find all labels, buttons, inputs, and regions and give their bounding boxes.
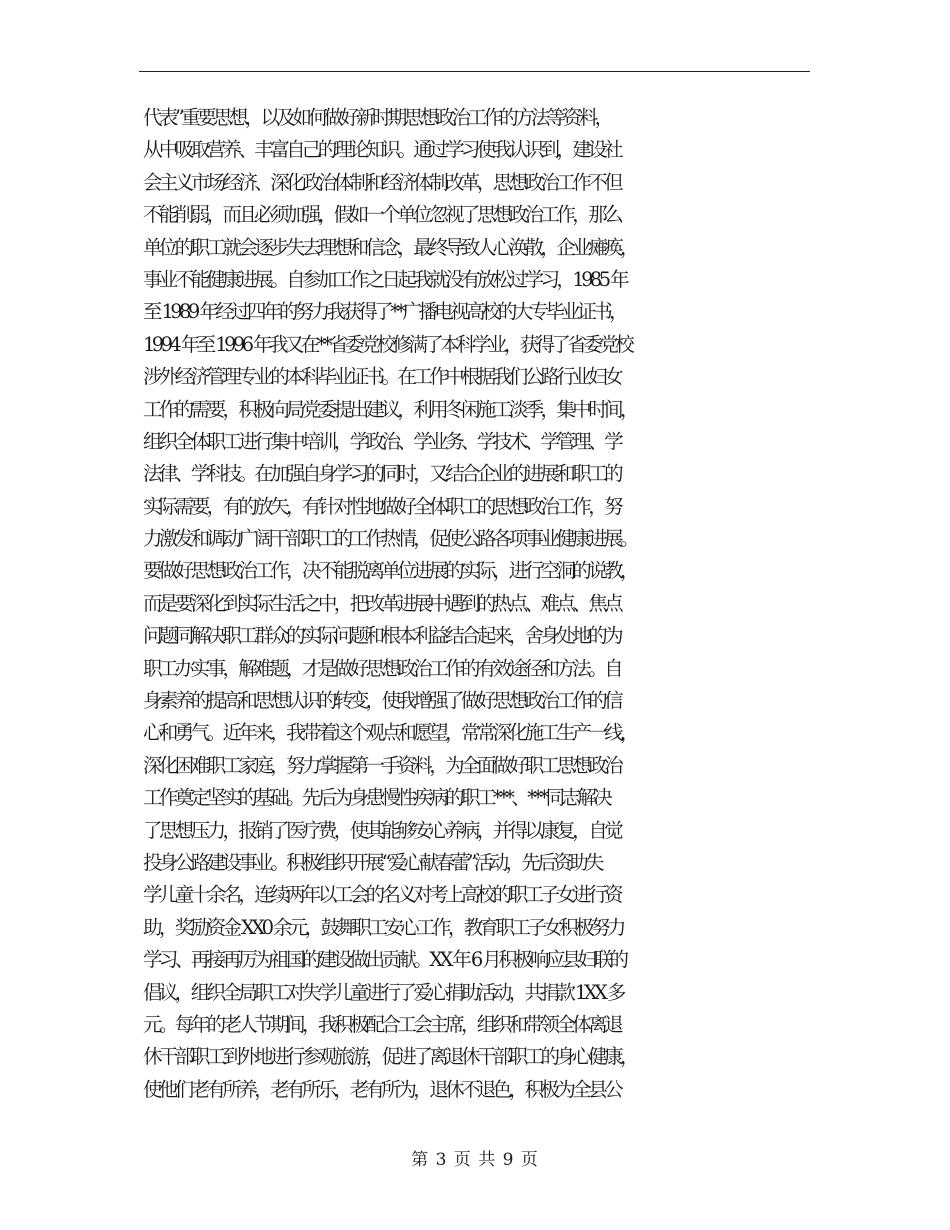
text-line: 深化困难职工家庭，努力掌握第一手资料，为全面做好职工思想政治: [143, 753, 621, 777]
text-line: 单位的职工就会逐步失去理想和信念，最终导致人心涣散，企业瘫痪，: [143, 235, 636, 259]
text-line: 至 1989 年经过四年的努力我获得了**广播电视高校的大专毕业证书，: [143, 300, 626, 324]
text-line: 而是要深化到实际生活之中，把改革进展中遇到的热点、难点、焦点: [143, 591, 621, 615]
text-line: 工作奠定坚实的基础。先后为身患慢性疾病的职工***、***同志解决: [143, 786, 610, 810]
page-number-footer: 第 3 页 共 9 页: [411, 1150, 539, 1170]
text-line: 从中吸取营养、丰富自己的理论知识。通过学习使我认识到，建设社: [143, 138, 621, 162]
text-line: 代表”重要思想，以及如何做好新时期思想政治工作的方法等资料，: [143, 106, 611, 129]
text-line: 力激发和调动广阔干部职工的工作热情，促使公路各项事业健康进展。: [143, 527, 636, 551]
text-line: 使他们老有所养，老有所乐，老有所为，退休不退色，积极为全县公: [143, 1077, 621, 1101]
text-line: 1994 年至 1996 年我又在**省委党校修满了本科学业，获得了省委党校: [143, 332, 632, 356]
body-paragraph: [143, 102, 815, 1106]
text-line: 涉外经济管理专业的本科毕业证书。在工作中根据我们公路行业妇女: [143, 365, 621, 389]
text-line: 实际需要，有的放矢，有针对性地做好全体职工的思想政治工作，努: [143, 494, 621, 518]
text-line: 身素养的提高和思想认识的转变，使我增强了做好思想政治工作的信: [143, 689, 621, 713]
text-line: 事业不能健康进展。自参加工作之日起我就没有放松过学习，1985 年: [143, 267, 627, 291]
header-rule: [139, 71, 810, 72]
text-line: 助，奖励资金 XX0 余元，鼓舞职工安心工作，教育职工子女积极努力: [143, 915, 623, 939]
text-line: 不能削弱，而且必须加强，假如一个单位忽视了思想政治工作，那么: [143, 203, 621, 227]
text-line: 倡议，组织全局职工对失学儿童进行了爱心捐助活动，共捐款 1XX 多: [143, 980, 623, 1004]
text-line: 元。每年的老人节期间，我积极配合工会主席，组织和带领全体离退: [143, 1012, 621, 1036]
text-line: 会主义市场经济、深化政治体制和经济体制改革，思想政治工作不但: [143, 170, 621, 194]
text-line: 学习、再接再厉为祖国的建设做出贡献。XX 年 6 月积极响应县妇联的: [143, 948, 626, 972]
text-line: 问题同解决职工群众的实际问题和根本利益结合起来，舍身处地的为: [143, 624, 621, 648]
text-line: 投身公路建设事业。积极组织开展“爱心献春蕾”活动，先后资助失: [143, 850, 601, 874]
text-line: 组织全体职工进行集中培训，学政治、学业务、学技术、学管理、学: [143, 429, 621, 453]
text-line: 学儿童十余名，连续两年以工会的名义对考上高校的职工子女进行资: [143, 883, 621, 907]
text-line: 工作的需要，积极向局党委提出建议，利用冬闲施工淡季，集中时间，: [143, 397, 636, 421]
text-line: 要做好思想政治工作，决不能脱离单位进展的实际，进行空洞的说教，: [143, 559, 636, 583]
text-line: 职工办实事，解难题，才是做好思想政治工作的有效途径和方法。自: [143, 656, 621, 680]
text-line: 休干部职工到外地进行参观旅游，促进了离退休干部职工的身心健康，: [143, 1045, 636, 1069]
text-line: 法律、学科技。在加强自身学习的同时，又结合企业的进展和职工的: [143, 462, 621, 486]
text-line: 心和勇气。近年来，我带着这个观点和愿望，常常深化施工生产一线，: [143, 721, 636, 745]
text-line: 了思想压力，报销了医疗费，使其能够安心养病，并得以康复，自觉: [143, 818, 621, 842]
